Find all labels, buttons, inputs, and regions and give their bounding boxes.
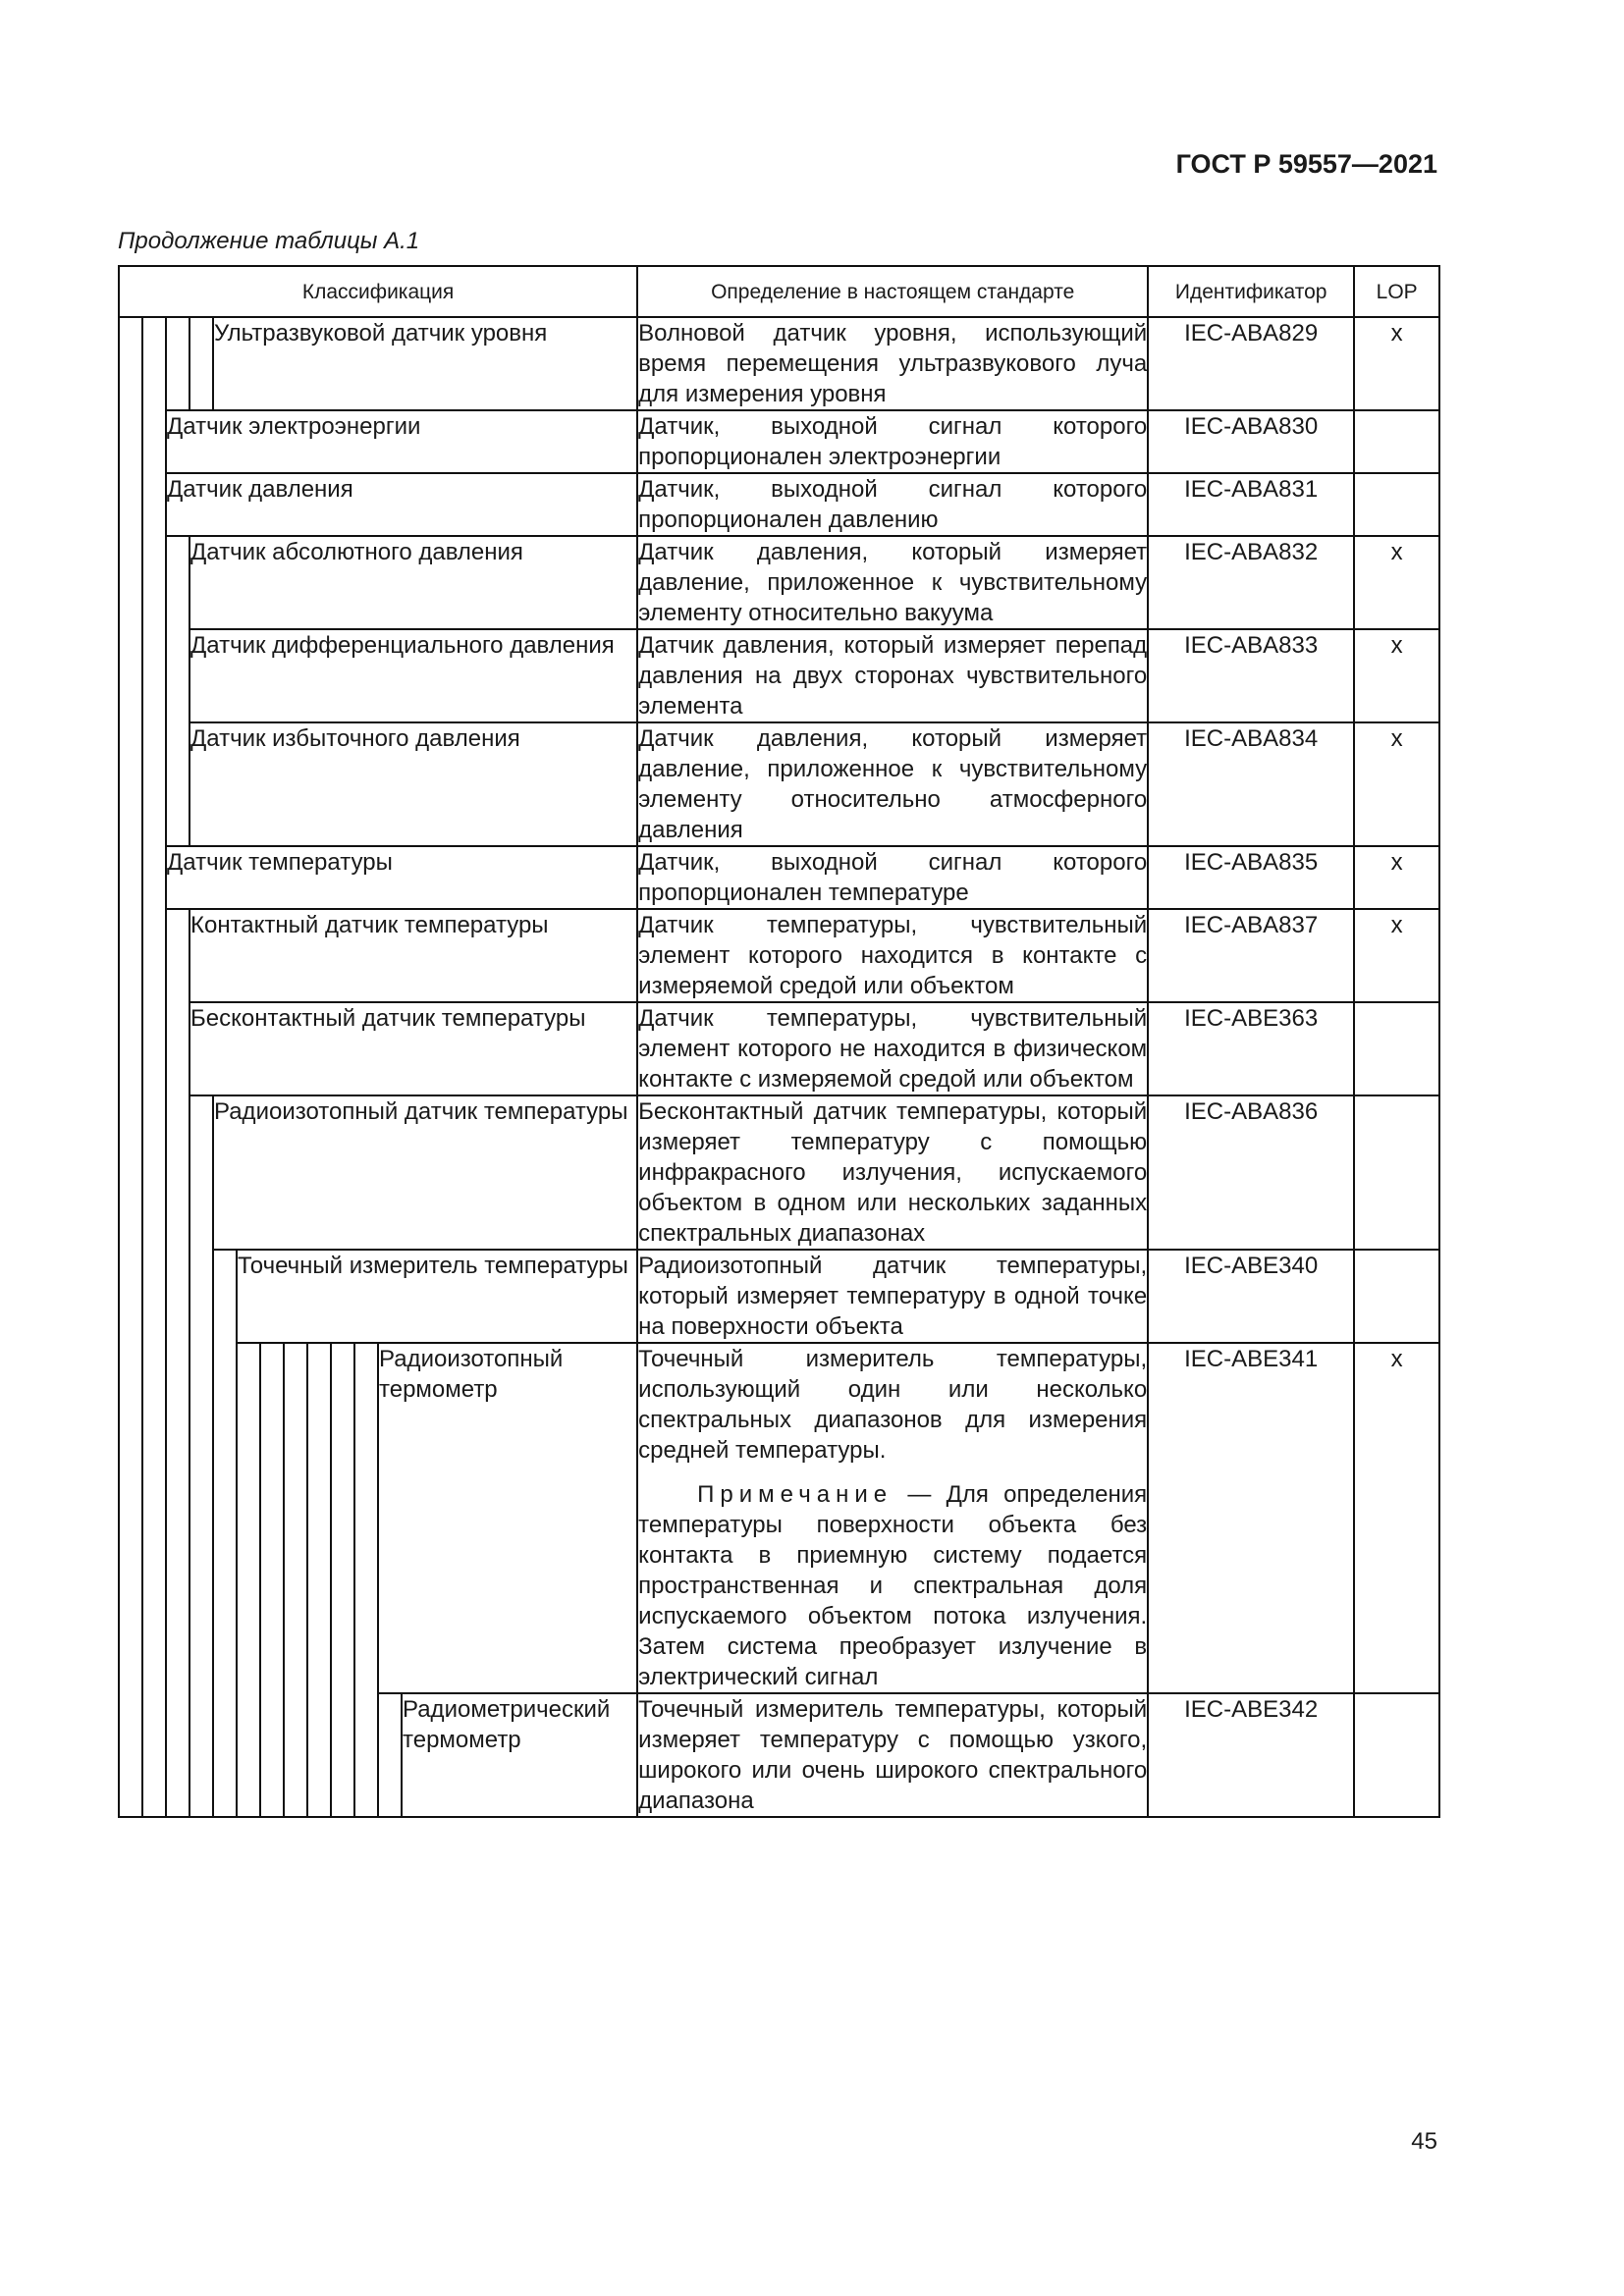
definition-cell: Датчик давления, который измеряет давление, приложенное к чувствительному элементу относительно вакуума bbox=[637, 536, 1148, 629]
lop-cell bbox=[1354, 1250, 1439, 1343]
lop-cell bbox=[1354, 1693, 1439, 1817]
indent-cell bbox=[166, 317, 189, 410]
definition-cell: Бесконтактный датчик температуры, который измеряет температуру с помощью инфракрасного излучения, испускаемого объектом в одном или нескольких заданных спектральных диапазонах bbox=[637, 1095, 1148, 1250]
column-header-definition: Определение в настоящем стандарте bbox=[637, 266, 1148, 317]
lop-cell: x bbox=[1354, 536, 1439, 629]
definition-cell: Датчик температуры, чувствительный элемент которого находится в контакте с измеряемой средой или объектом bbox=[637, 909, 1148, 1002]
indent-cell bbox=[166, 629, 189, 722]
indent-cell bbox=[307, 1693, 331, 1817]
definition-text: Точечный измеритель температуры, использующий один или несколько спектральных диапазонов для измерения средней температуры. bbox=[638, 1346, 1148, 1464]
indent-cell bbox=[354, 1693, 378, 1817]
indent-cell bbox=[142, 317, 166, 410]
indent-cell bbox=[142, 473, 166, 536]
identifier-cell: IEC-ABA830 bbox=[1148, 410, 1354, 473]
indent-cell bbox=[260, 1343, 284, 1693]
lop-cell: x bbox=[1354, 846, 1439, 909]
indent-cell bbox=[213, 1693, 237, 1817]
indent-cell bbox=[378, 1693, 402, 1817]
indent-cell bbox=[284, 1343, 307, 1693]
classification-name: Радиометрический термометр bbox=[402, 1693, 637, 1817]
classification-name: Радиоизотопный датчик температуры bbox=[213, 1095, 637, 1250]
identifier-cell: IEC-ABA835 bbox=[1148, 846, 1354, 909]
indent-cell bbox=[119, 1095, 142, 1250]
table-row bbox=[119, 1002, 1439, 1095]
note-text: — Для определения температуры поверхности объекта без контакта в приемную систему подается пространственная и спектральная доля испускаемого объектом потока излучения. Затем система преобразует излучение в электрический сигнал bbox=[638, 1481, 1148, 1690]
identifier-cell: IEC-ABA831 bbox=[1148, 473, 1354, 536]
lop-cell: x bbox=[1354, 722, 1439, 846]
classification-name: Датчик абсолютного давления bbox=[189, 536, 637, 629]
indent-cell bbox=[142, 846, 166, 909]
table-row bbox=[119, 1095, 1439, 1250]
identifier-cell: IEC-ABA837 bbox=[1148, 909, 1354, 1002]
definition-cell: Датчик температуры, чувствительный элемент которого не находится в физическом контакте с измеряемой средой или объектом bbox=[637, 1002, 1148, 1095]
indent-cell bbox=[189, 317, 213, 410]
table-row bbox=[119, 473, 1439, 536]
indent-cell bbox=[119, 1343, 142, 1693]
indent-cell bbox=[284, 1693, 307, 1817]
document-header: ГОСТ Р 59557—2021 bbox=[1175, 149, 1437, 179]
indent-cell bbox=[189, 1095, 213, 1250]
table-header-row bbox=[119, 266, 1439, 317]
indent-cell bbox=[142, 536, 166, 629]
column-header-identifier: Идентификатор bbox=[1148, 266, 1354, 317]
indent-cell bbox=[119, 1693, 142, 1817]
lop-cell: x bbox=[1354, 1343, 1439, 1693]
indent-cell bbox=[119, 846, 142, 909]
indent-cell bbox=[260, 1693, 284, 1817]
classification-name: Точечный измеритель температуры bbox=[237, 1250, 637, 1343]
indent-cell bbox=[142, 1095, 166, 1250]
identifier-cell: IEC-ABE342 bbox=[1148, 1693, 1354, 1817]
lop-cell: x bbox=[1354, 317, 1439, 410]
lop-cell bbox=[1354, 473, 1439, 536]
identifier-cell: IEC-ABA829 bbox=[1148, 317, 1354, 410]
page-number: 45 bbox=[1411, 2128, 1437, 2155]
indent-cell bbox=[119, 317, 142, 410]
identifier-cell: IEC-ABA834 bbox=[1148, 722, 1354, 846]
indent-cell bbox=[166, 1693, 189, 1817]
indent-cell bbox=[142, 629, 166, 722]
indent-cell bbox=[166, 1002, 189, 1095]
definition-cell: Датчик, выходной сигнал которого пропорционален температуре bbox=[637, 846, 1148, 909]
classification-name: Датчик избыточного давления bbox=[189, 722, 637, 846]
table-row bbox=[119, 536, 1439, 629]
classification-name: Ультразвуковой датчик уровня bbox=[213, 317, 637, 410]
lop-cell: x bbox=[1354, 909, 1439, 1002]
indent-cell bbox=[119, 722, 142, 846]
indent-cell bbox=[237, 1343, 260, 1693]
definition-cell: Датчик, выходной сигнал которого пропорционален электроэнергии bbox=[637, 410, 1148, 473]
indent-cell bbox=[189, 1250, 213, 1343]
identifier-cell: IEC-ABA833 bbox=[1148, 629, 1354, 722]
indent-cell bbox=[119, 1250, 142, 1343]
table-row bbox=[119, 410, 1439, 473]
indent-cell bbox=[142, 1002, 166, 1095]
indent-cell bbox=[142, 1250, 166, 1343]
indent-cell bbox=[331, 1693, 354, 1817]
table-row bbox=[119, 317, 1439, 410]
classification-name: Бесконтактный датчик температуры bbox=[189, 1002, 637, 1095]
lop-cell: x bbox=[1354, 629, 1439, 722]
indent-cell bbox=[166, 536, 189, 629]
indent-cell bbox=[166, 1095, 189, 1250]
definition-cell: Датчик давления, который измеряет давление, приложенное к чувствительному элементу относительно атмосферного давления bbox=[637, 722, 1148, 846]
identifier-cell: IEC-ABE363 bbox=[1148, 1002, 1354, 1095]
lop-cell bbox=[1354, 410, 1439, 473]
table-row bbox=[119, 909, 1439, 1002]
lop-cell bbox=[1354, 1095, 1439, 1250]
definition-cell: Датчик, выходной сигнал которого пропорционален давлению bbox=[637, 473, 1148, 536]
indent-cell bbox=[166, 1343, 189, 1693]
table-caption: Продолжение таблицы А.1 bbox=[118, 228, 420, 254]
table-row bbox=[119, 846, 1439, 909]
lop-cell bbox=[1354, 1002, 1439, 1095]
definition-cell: Датчик давления, который измеряет перепад давления на двух сторонах чувствительного элемента bbox=[637, 629, 1148, 722]
identifier-cell: IEC-ABE341 bbox=[1148, 1343, 1354, 1693]
indent-cell bbox=[119, 473, 142, 536]
table-body bbox=[119, 317, 1439, 1817]
indent-cell bbox=[354, 1343, 378, 1693]
definition-cell: Радиоизотопный датчик температуры, который измеряет температуру в одной точке на поверхности объекта bbox=[637, 1250, 1148, 1343]
classification-name: Радиоизотопный термометр bbox=[378, 1343, 637, 1693]
column-header-classification: Классификация bbox=[119, 266, 637, 317]
indent-cell bbox=[119, 909, 142, 1002]
indent-cell bbox=[307, 1343, 331, 1693]
indent-cell bbox=[213, 1250, 237, 1343]
indent-cell bbox=[189, 1343, 213, 1693]
table-row bbox=[119, 1250, 1439, 1343]
classification-name: Датчик электроэнергии bbox=[166, 410, 637, 473]
table-row bbox=[119, 629, 1439, 722]
definition-cell bbox=[637, 1343, 1148, 1693]
table-row bbox=[119, 1343, 1439, 1693]
indent-cell bbox=[166, 909, 189, 1002]
indent-cell bbox=[119, 410, 142, 473]
indent-cell bbox=[119, 629, 142, 722]
identifier-cell: IEC-ABA836 bbox=[1148, 1095, 1354, 1250]
indent-cell bbox=[142, 909, 166, 1002]
definition-cell: Точечный измеритель температуры, который измеряет температуру с помощью узкого, широкого или очень широкого спектрального диапазона bbox=[637, 1693, 1148, 1817]
indent-cell bbox=[213, 1343, 237, 1693]
definition-note bbox=[638, 1479, 1147, 1692]
classification-name: Датчик дифференциального давления bbox=[189, 629, 637, 722]
indent-cell bbox=[119, 536, 142, 629]
classification-name: Датчик температуры bbox=[166, 846, 637, 909]
column-header-lop: LOP bbox=[1354, 266, 1439, 317]
identifier-cell: IEC-ABA832 bbox=[1148, 536, 1354, 629]
indent-cell bbox=[142, 410, 166, 473]
note-label: Примечание bbox=[697, 1481, 893, 1508]
indent-cell bbox=[166, 1250, 189, 1343]
table-row bbox=[119, 1693, 1439, 1817]
classification-name: Датчик давления bbox=[166, 473, 637, 536]
indent-cell bbox=[237, 1693, 260, 1817]
indent-cell bbox=[331, 1343, 354, 1693]
indent-cell bbox=[142, 722, 166, 846]
indent-cell bbox=[166, 722, 189, 846]
definition-cell: Волновой датчик уровня, использующий время перемещения ультразвукового луча для измерения уровня bbox=[637, 317, 1148, 410]
identifier-cell: IEC-ABE340 bbox=[1148, 1250, 1354, 1343]
classification-name: Контактный датчик температуры bbox=[189, 909, 637, 1002]
indent-cell bbox=[189, 1693, 213, 1817]
classification-table bbox=[118, 265, 1440, 1818]
table-row bbox=[119, 722, 1439, 846]
indent-cell bbox=[119, 1002, 142, 1095]
indent-cell bbox=[142, 1693, 166, 1817]
indent-cell bbox=[142, 1343, 166, 1693]
